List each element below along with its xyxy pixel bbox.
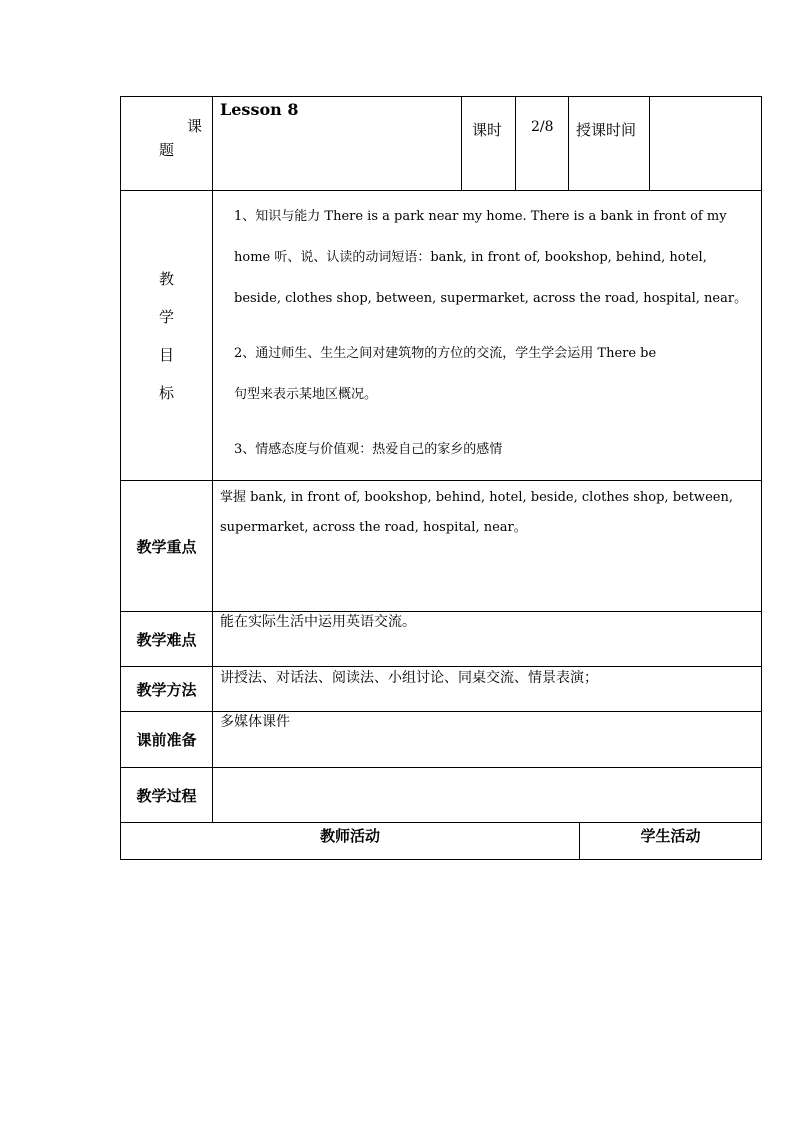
difficulties-label: 教学难点 xyxy=(136,630,197,649)
preparation-content-cell xyxy=(212,711,762,768)
objectives-label-char-4: 标 xyxy=(158,383,174,402)
topic-label-cell xyxy=(120,96,213,191)
student-activity-label: 学生活动 xyxy=(640,827,701,845)
teacher-activity-label: 教师活动 xyxy=(319,827,380,845)
student-activity-cell xyxy=(579,822,762,860)
preparation-label: 课前准备 xyxy=(136,731,197,749)
topic-label-line2: 题 xyxy=(159,141,175,159)
difficulties-content-cell xyxy=(212,611,762,667)
key-points-label-cell xyxy=(120,480,213,612)
preparation-label-cell xyxy=(120,711,213,768)
methods-text: 讲授法、对话法、阅读法、小组讨论、同桌交流、情景表演； xyxy=(220,670,598,686)
objectives-content-cell xyxy=(212,190,762,481)
objective-3: 3、情感态度与价值观：热爱自己的家乡的感情 xyxy=(234,442,503,457)
methods-content-cell xyxy=(212,666,762,712)
key-points-content-cell xyxy=(212,480,762,612)
difficulties-label-cell xyxy=(120,611,213,667)
preparation-text: 多媒体课件 xyxy=(220,714,290,730)
period-value: 2/8 xyxy=(531,119,554,135)
key-points-line-1: 掌握 bank, in front of, bookshop, behind, hotel, beside, clothes shop, between, xyxy=(220,490,733,505)
objective-2-line-1: 2、通过师生、生生之间对建筑物的方位的交流，学生学会运用 There be xyxy=(234,346,657,361)
methods-label-cell xyxy=(120,666,213,712)
objectives-label-cell xyxy=(120,190,213,481)
date-label-cell xyxy=(568,96,650,191)
objectives-label-char-3: 目 xyxy=(158,345,174,364)
process-label: 教学过程 xyxy=(136,786,197,805)
topic-label-line1: 课 xyxy=(187,117,203,135)
objective-1-line-1: 1、知识与能力 There is a park near my home. There is a bank in front of my xyxy=(234,209,727,224)
difficulties-text: 能在实际生活中运用英语交流。 xyxy=(220,614,416,630)
lesson-title-cell xyxy=(212,96,462,191)
objectives-label-char-1: 教 xyxy=(158,269,174,288)
process-label-cell xyxy=(120,767,213,823)
objective-2-line-2: 句型来表示某地区概况。 xyxy=(234,387,378,402)
period-value-cell xyxy=(515,96,569,191)
objective-1-line-3: beside, clothes shop, between, supermarket, across the road, hospital, near。 xyxy=(234,291,748,306)
methods-label: 教学方法 xyxy=(136,680,197,699)
objective-1-line-2: home 听、说、认读的动词短语：bank, in front of, bookshop, behind, hotel, xyxy=(234,250,707,265)
date-label: 授课时间 xyxy=(576,121,637,139)
lesson-title: Lesson 8 xyxy=(220,100,299,119)
date-value-cell xyxy=(649,96,762,191)
key-points-line-2: supermarket, across the road, hospital, near。 xyxy=(220,520,527,535)
period-label-cell xyxy=(461,96,516,191)
key-points-label: 教学重点 xyxy=(136,537,197,556)
period-label: 课时 xyxy=(472,121,503,139)
process-content-cell xyxy=(212,767,762,823)
objectives-label-char-2: 学 xyxy=(158,307,174,326)
teacher-activity-cell xyxy=(120,822,580,860)
